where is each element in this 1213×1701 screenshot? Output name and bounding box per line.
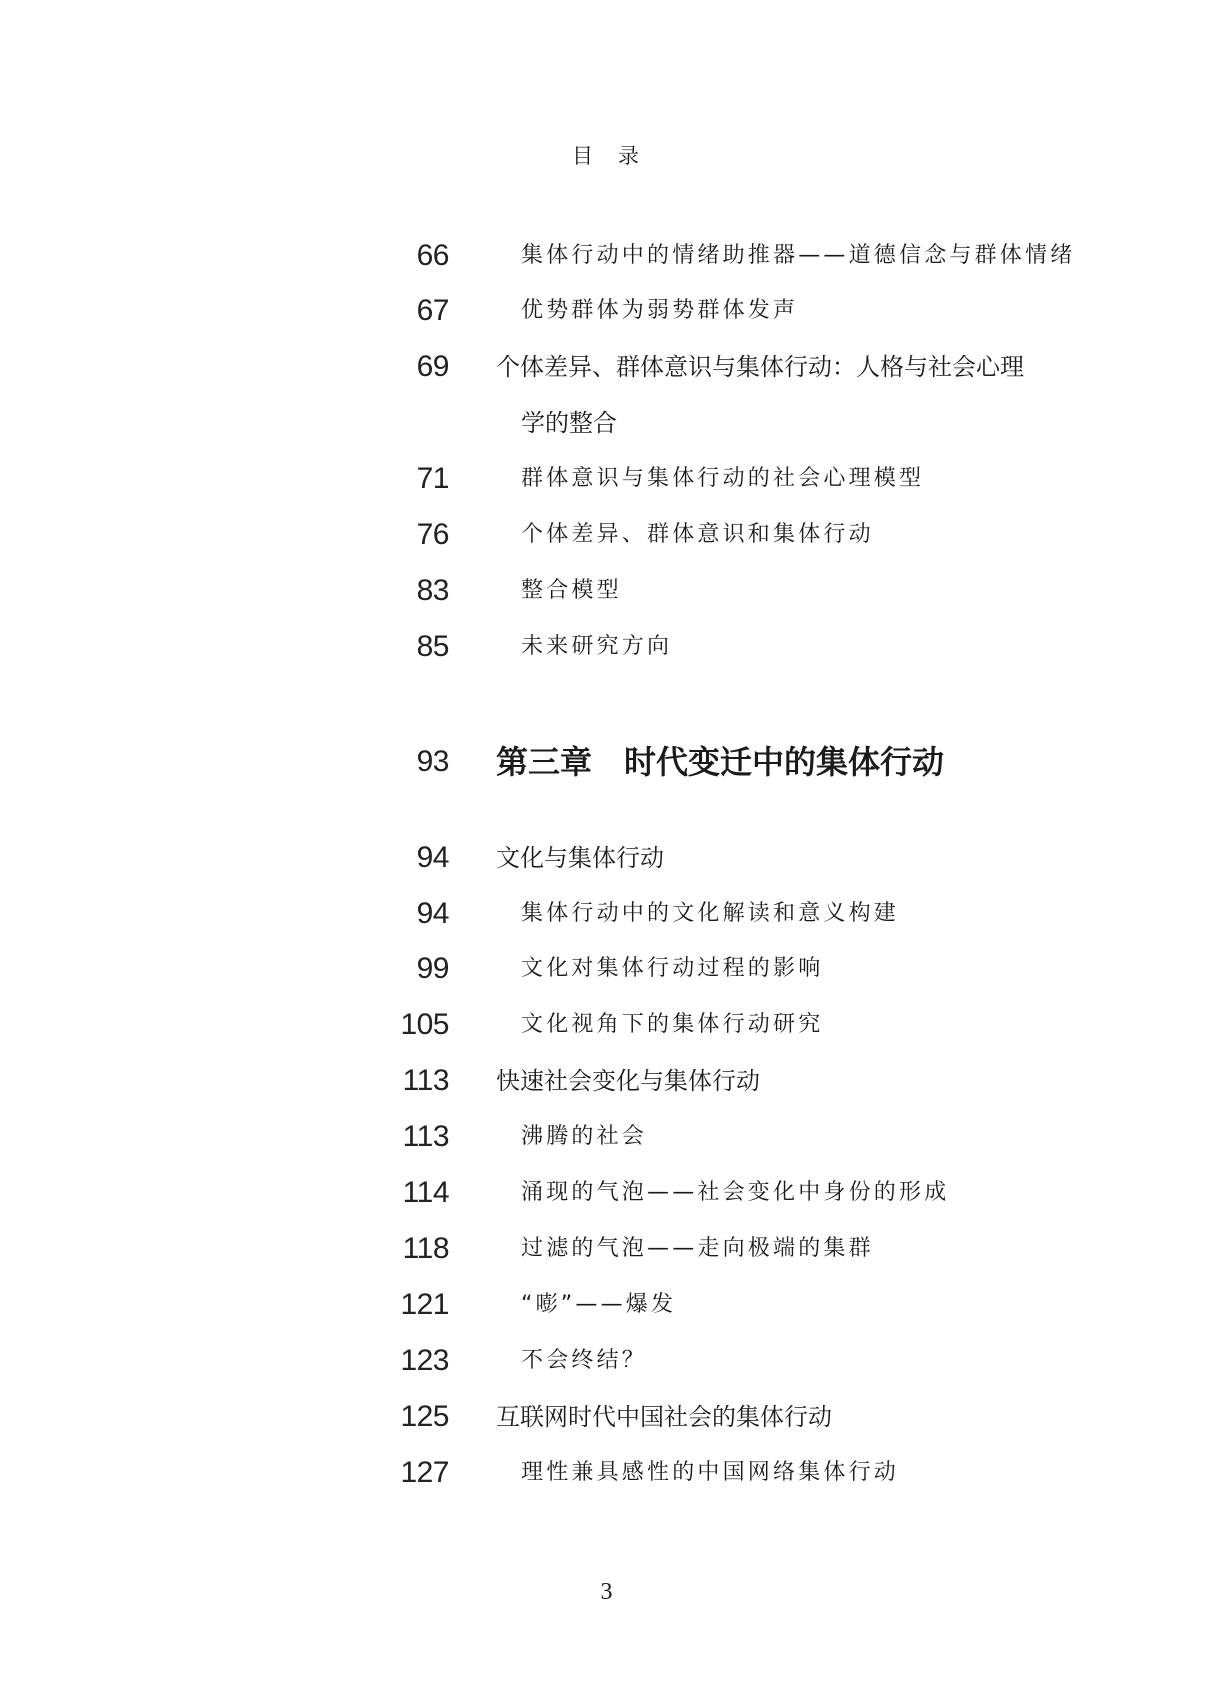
toc-entry[interactable] — [0, 1341, 1213, 1381]
toc-page-number: 66 — [416, 239, 449, 272]
toc-entry-title: 学的整合 — [521, 409, 617, 437]
toc-page-number: 69 — [416, 350, 449, 383]
toc-entry[interactable] — [0, 627, 1213, 667]
toc-entry-title: 过滤的气泡——走向极端的集群 — [521, 1236, 874, 1261]
toc-entry[interactable] — [0, 515, 1213, 555]
toc-entry-title: 不会终结？ — [521, 1348, 648, 1373]
toc-entry[interactable] — [0, 459, 1213, 499]
toc-entry[interactable] — [0, 571, 1213, 611]
toc-entry[interactable] — [0, 1061, 1213, 1101]
chapter-title: 第三章 时代变迁中的集体行动 — [496, 743, 945, 781]
toc-entry[interactable] — [0, 1285, 1213, 1325]
toc-entry[interactable] — [0, 291, 1213, 331]
toc-entry-title: 个体差异、群体意识与集体行动：人格与社会心理 — [496, 353, 1024, 381]
toc-page-number: 99 — [416, 952, 449, 985]
toc-entry[interactable] — [0, 1117, 1213, 1157]
toc-entry-continuation[interactable] — [0, 403, 1213, 443]
toc-entry-title: 文化视角下的集体行动研究 — [521, 1012, 824, 1037]
toc-page-number: 113 — [402, 1064, 449, 1097]
toc-entry-title: 整合模型 — [521, 578, 622, 603]
toc-chapter-entry[interactable] — [0, 742, 1213, 782]
toc-page-number: 83 — [416, 574, 449, 607]
toc-entry[interactable] — [0, 1397, 1213, 1437]
toc-entry[interactable] — [0, 949, 1213, 989]
toc-entry-title: 快速社会变化与集体行动 — [496, 1067, 760, 1095]
toc-page-number: 114 — [402, 1176, 449, 1209]
toc-entry[interactable] — [0, 1005, 1213, 1045]
toc-entry-title: 集体行动中的情绪助推器——道德信念与群体情绪 — [521, 243, 1076, 268]
toc-page-number: 118 — [402, 1232, 449, 1265]
toc-page-number: 67 — [416, 294, 449, 327]
toc-entry[interactable] — [0, 1453, 1213, 1493]
toc-entry-title: 集体行动中的文化解读和意义构建 — [521, 901, 900, 926]
toc-page-number: 123 — [400, 1344, 449, 1377]
toc-page-number: 125 — [400, 1400, 449, 1433]
toc-entry-title: “嘭”——爆发 — [521, 1292, 677, 1317]
toc-page-number: 76 — [416, 518, 449, 551]
toc-page-number: 71 — [416, 462, 449, 495]
toc-heading: 目 录 — [572, 144, 641, 168]
toc-entry-title: 未来研究方向 — [521, 634, 673, 659]
toc-entry-title: 理性兼具感性的中国网络集体行动 — [521, 1460, 900, 1485]
toc-entry[interactable] — [0, 1173, 1213, 1213]
toc-entry[interactable] — [0, 347, 1213, 387]
toc-page-number: 94 — [416, 841, 449, 874]
toc-page-number: 85 — [416, 630, 449, 663]
toc-entry-title: 互联网时代中国社会的集体行动 — [496, 1403, 832, 1431]
toc-entry-title: 沸腾的社会 — [521, 1124, 648, 1149]
page-number: 3 — [600, 1579, 613, 1605]
toc-page-number: 93 — [416, 745, 449, 778]
toc-entry[interactable] — [0, 236, 1213, 276]
toc-entry-title: 优势群体为弱势群体发声 — [521, 298, 799, 323]
toc-page-number: 127 — [400, 1456, 449, 1489]
toc-entry-title: 涌现的气泡——社会变化中身份的形成 — [521, 1180, 950, 1205]
toc-entry-title: 文化与集体行动 — [496, 844, 664, 872]
toc-entry[interactable] — [0, 1229, 1213, 1269]
toc-entry-title: 个体差异、群体意识和集体行动 — [521, 522, 874, 547]
toc-page-number: 113 — [402, 1120, 449, 1153]
toc-page-number: 105 — [400, 1008, 449, 1041]
toc-entry-title: 文化对集体行动过程的影响 — [521, 956, 824, 981]
toc-entry-title: 群体意识与集体行动的社会心理模型 — [521, 466, 925, 491]
toc-entry[interactable] — [0, 894, 1213, 934]
toc-entry[interactable] — [0, 838, 1213, 878]
toc-page-number: 94 — [416, 897, 449, 930]
toc-page-number: 121 — [400, 1288, 449, 1321]
